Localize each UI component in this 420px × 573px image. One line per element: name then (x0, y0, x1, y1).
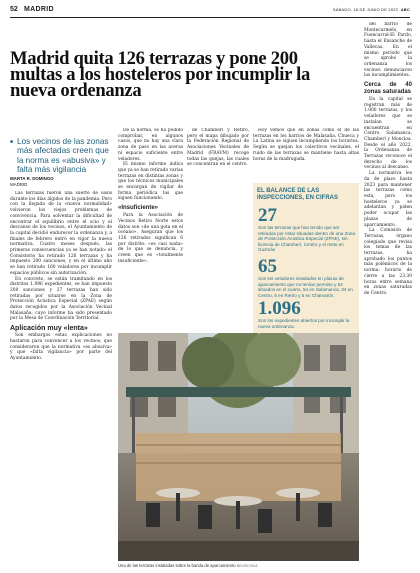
text-column-3 (187, 128, 249, 331)
text-column-4 (364, 22, 412, 562)
paragraph: Las terrazas fueron una suerte de oasis durante los días álgidos de la pandemia. Pero con la llegada de la «nueva normalidad» volvieron los viejos problemas de convivencia. Para solventar la dificultad de encontrar el equilibrio entre el ocio y el descanso de los vecinos, el Ayuntamiento de la capital decidió endurecer la ordenanza y, a finales de febrero entró en vigor la nueva normativa. Cuatro meses después, las primeras consecuencias ya se han notado: el Consistorio ha retirado 126 terrazas y ha impuesto 200 sanciones, y en el último año se han retirado 160 veladores por incumplir espacios públicos sin autorización. (10, 191, 112, 276)
figure-value: 65 (258, 256, 277, 277)
paragraph: La Comisión de Terrazas, órgano colegiado que revisa los temas de las terrazas, ha aprobado los puntos más polémicos de la norma: horario de cierre a las 23.30 horas entre semana en zonas saturadas de Centro. (364, 228, 412, 296)
figures-box (253, 183, 359, 333)
paragraph: Son embargos estas explicaciones no bastaron para convencer a los vecinos, que consideraron que la normativa «es abusiva» y que «falta vigilancia» por parte del Ayuntamiento. (10, 333, 112, 361)
article-headline: Madrid quita 126 terrazas y pone 200 multas a los hosteleros por incumplir la nueva ordenanza (10, 48, 310, 101)
paragraph: El mismo informe indica que ya se han retirado varias terrazas en distintas zonas y que los técnicos municipales se encargan de vigilar de forma periódica las que siguen funcionando. (118, 162, 183, 202)
figure-text: Son los expedientes abiertos por incumplir la nueva ordenanza. (258, 318, 350, 329)
text-column-2 (118, 128, 183, 331)
byline-place: MADRID (10, 182, 28, 187)
brand-logo: ABC (400, 7, 410, 12)
page-header (10, 6, 410, 15)
byline-author: MARTA R. DOMINGO (10, 176, 54, 181)
deck-item: ■ Los vecinos de las zonas más afectadas creen que la norma es «abusiva» y falta más vigilancia (10, 137, 112, 174)
figure-text: Son las terrazas que han tenido que ser retiradas por estar situadas dentro de una Zona de Protección Acústica Especial (ZPAE), sin licencia de Chamberí, Centro y el resto en Guzmán (258, 225, 356, 253)
paragraph: Hoy vemos que en zonas como el de las terrazas en los barrios de Malasaña, Chueca y La Latina se siguen incumpliendo los horarios. Según se quejan los colectivos vecinales, el ruido de las terrazas se mantiene hasta altas horas de la madrugada. (253, 128, 359, 162)
issue-date: SÁBADO, 18 DE JUNIO DE 2022 ABC (332, 7, 410, 12)
figure-value: 27 (258, 205, 277, 226)
header-rule (10, 17, 410, 18)
article-deck (10, 137, 112, 176)
photo-credit: BELÉN DÍAZ (236, 564, 258, 568)
paragraph: En concreto, se están tramitando en los distritos 1.096 expedientes, se han impuesto 200 sanciones y 27 terrazas han sido retiradas por situarse en la Zona de Protección Acústica Especial (ZPAE) según datos recogidos por la Asociación Vecinal Malasaña, cuyo informe ha sido presentado por la Mesa de Coordinación Territorial. (10, 276, 112, 322)
figures-box-title: EL BALANCE DE LAS INSPECCIONES, EN CIFRAS (257, 188, 339, 201)
paragraph: En la capital se registran más de 1.000 terrazas, y los veladores que se instalan se encuentran en Centro, Salamanca, Chamberí y Moncloa. Desde el año 2022, la Ordenanza de Terrazas reconoce el derecho de los vecinos al descanso. (364, 97, 412, 171)
paragraph: Para la Asociación de Vecinos Retiro Norte estos datos son «de una gota en el océano». Aseguran que los 126 retirados significan 6 por distrito: «es casi nada» de lo que se denuncia, y creen que es «totalmente insuficiente». (118, 213, 183, 264)
figure-text: Son los veladores instalados en plazas de aparcamiento que no tenían permiso y 54 situados en el cuarto, 54 en Salamanca, 34 en Centro, 6 en Retiro y 5 en Chamartín. (258, 276, 353, 298)
page-number: 52 (10, 6, 18, 13)
figure-value: 1.096 (258, 298, 301, 319)
subheading: «Insuficiente» (118, 205, 159, 212)
paragraph: del barrio de Montecarmelo, en Fuencarral-El Pardo, hasta el Ensanche de Vallecas. En el mismo período que se aprobó la ordenanza los vecinos denunciaron las incumplimientos. (364, 22, 412, 79)
byline (10, 176, 112, 188)
text-column-3b (253, 128, 359, 180)
paragraph: de Chamberí y Retiro, pero el mapa dibujado por la Federación Regional de Asociaciones Vecinales de Madrid (FRAVM) recoge todas las quejas, las cuales se concentran en el centro. (187, 128, 249, 168)
text-column-1 (10, 191, 112, 561)
photo-caption: Una de las terrazas instaladas sobre la banda de aparcamiento BELÉN DÍAZ (118, 563, 258, 568)
subheading: Cerca de 40 zonas saturadas (364, 82, 412, 96)
section-name: MADRID (24, 6, 54, 13)
subheading: Aplicación muy «lenta» (10, 325, 88, 333)
paragraph: La normativa les da de plazo hasta 2023 para mantener las terrazas como está, pero los hosteleros ya se adelantan y piden poder ocupar las plazas de aparcamiento. (364, 171, 412, 228)
paragraph: De la norma, se ha podido comprobar, en algunos casos, que no hay una clara zona de paso en las aceras ni espacio suficiente entre veladores. (118, 128, 183, 162)
terrace-photo (118, 333, 359, 561)
